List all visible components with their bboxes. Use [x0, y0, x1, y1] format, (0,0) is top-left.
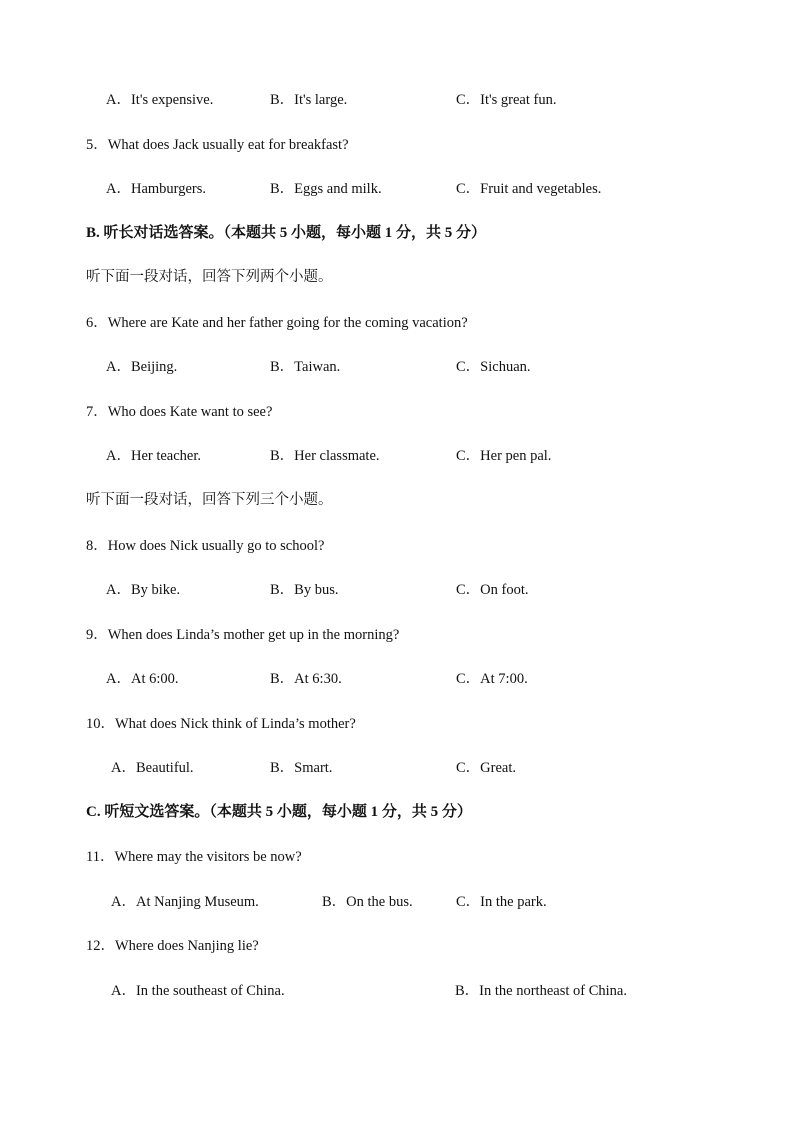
q4-option-b: B．It's large.	[270, 92, 348, 108]
q7-option-b: B．Her classmate.	[270, 448, 380, 464]
q12-question: 12．Where does Nanjing lie?	[86, 938, 259, 954]
q6-option-a: A．Beijing.	[106, 359, 178, 375]
q11-option-c: C．In the park.	[456, 894, 547, 910]
q10-option-b: B．Smart.	[270, 760, 333, 776]
q12-option-a: A．In the southeast of China.	[111, 983, 285, 999]
q7-question: 7．Who does Kate want to see?	[86, 404, 273, 420]
q6-option-c: C．Sichuan.	[456, 359, 531, 375]
q4-option-a: A．It's expensive.	[106, 92, 214, 108]
q6-question: 6．Where are Kate and her father going for the coming vacation?	[86, 315, 468, 331]
q5-option-c: C．Fruit and vegetables.	[456, 181, 602, 197]
q11-option-b: B．On the bus.	[322, 894, 413, 910]
q8-option-c: C．On foot.	[456, 582, 529, 598]
q7-option-c: C．Her pen pal.	[456, 448, 552, 464]
q7-option-a: A．Her teacher.	[106, 448, 202, 464]
q12-option-b: B．In the northeast of China.	[455, 983, 627, 999]
q11-option-a: A．At Nanjing Museum.	[111, 894, 259, 910]
q9-question: 9．When does Linda’s mother get up in the morning?	[86, 627, 400, 643]
q5-option-b: B．Eggs and milk.	[270, 181, 382, 197]
q10-option-a: A．Beautiful.	[111, 760, 194, 776]
q9-option-a: A．At 6:00.	[106, 671, 179, 687]
section-b-intro-2: 听下面一段对话，回答下列三个小题。	[86, 492, 333, 508]
q11-question: 11．Where may the visitors be now?	[86, 849, 302, 865]
q9-option-c: C．At 7:00.	[456, 671, 528, 687]
q8-option-a: A．By bike.	[106, 582, 181, 598]
section-b-heading: B. 听长对话选答案。（本题共 5 小题，每小题 1 分，共 5 分）	[86, 225, 487, 241]
q5-question: 5．What does Jack usually eat for breakfast?	[86, 137, 349, 153]
q9-option-b: B．At 6:30.	[270, 671, 342, 687]
section-b-intro-1: 听下面一段对话，回答下列两个小题。	[86, 269, 333, 285]
q4-option-c: C．It's great fun.	[456, 92, 557, 108]
q5-option-a: A．Hamburgers.	[106, 181, 207, 197]
q8-option-b: B．By bus.	[270, 582, 339, 598]
q6-option-b: B．Taiwan.	[270, 359, 341, 375]
q10-option-c: C．Great.	[456, 760, 516, 776]
q8-question: 8．How does Nick usually go to school?	[86, 538, 325, 554]
q10-question: 10．What does Nick think of Linda’s mother?	[86, 716, 356, 732]
section-c-heading: C. 听短文选答案。（本题共 5 小题，每小题 1 分，共 5 分）	[86, 804, 472, 820]
